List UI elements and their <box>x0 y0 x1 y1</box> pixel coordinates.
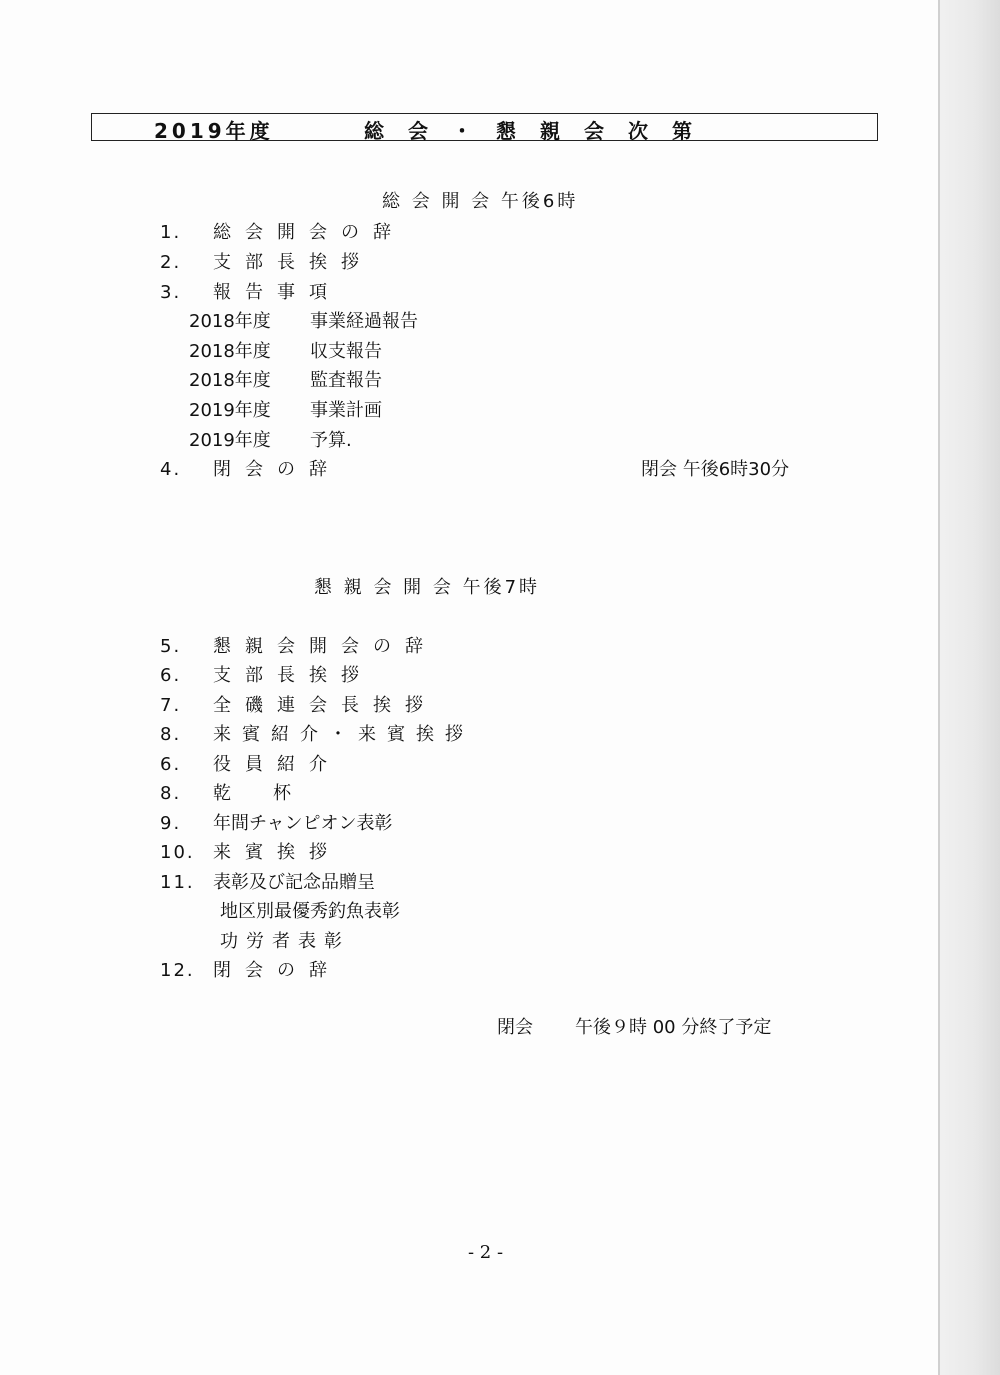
award-sub-item: 地区別最優秀釣魚表彰 <box>220 901 400 922</box>
agenda-item: 乾 杯 <box>213 783 293 804</box>
report-item: 事業経過報告 <box>310 311 418 332</box>
item-number: 6. <box>160 754 182 775</box>
agenda-item: 報告事項 <box>213 282 341 303</box>
report-item: 収支報告 <box>310 341 382 362</box>
item-number: 9. <box>160 813 182 834</box>
agenda-item: 役員紹介 <box>213 754 341 775</box>
item-number: 10. <box>160 842 195 863</box>
page-edge-line <box>938 0 940 1375</box>
item-number: 6. <box>160 665 182 686</box>
item-number: 8. <box>160 783 182 804</box>
page-edge <box>938 0 1000 1375</box>
item-number: 3. <box>160 282 182 303</box>
item-number: 1. <box>160 222 182 243</box>
report-year: 2018年度 <box>189 370 271 391</box>
item-number: 5. <box>160 636 182 657</box>
report-item: 事業計画 <box>310 400 382 421</box>
agenda-item: 閉会の辞 <box>213 459 341 480</box>
agenda-item: 懇親会開会の辞 <box>213 636 437 657</box>
report-year: 2018年度 <box>189 341 271 362</box>
item-number: 7. <box>160 695 182 716</box>
title-year: 2019年度 <box>154 119 274 143</box>
item-number: 11. <box>160 872 195 893</box>
agenda-item: 総会開会の辞 <box>213 222 405 243</box>
general-meeting-heading: 総 会 開 会 午後6時 <box>382 191 579 212</box>
report-year: 2018年度 <box>189 311 271 332</box>
item-number: 4. <box>160 459 182 480</box>
social-closing-time: 午後９時 00 分終了予定 <box>575 1017 772 1038</box>
title-box <box>91 113 878 141</box>
item-number: 8. <box>160 724 182 745</box>
report-year: 2019年度 <box>189 400 271 421</box>
agenda-item: 全磯連会長挨拶 <box>213 695 437 716</box>
agenda-item: 支部長挨拶 <box>213 252 373 273</box>
item-number: 2. <box>160 252 182 273</box>
item-number: 12. <box>160 960 195 981</box>
general-meeting-closing: 閉会 午後6時30分 <box>641 459 790 480</box>
award-sub-item: 功労者表彰 <box>220 931 350 952</box>
social-closing-label: 閉会 <box>497 1017 533 1038</box>
title-main: 総会・懇親会次第 <box>364 119 716 143</box>
report-year: 2019年度 <box>189 430 271 451</box>
agenda-item: 表彰及び記念品贈呈 <box>213 872 375 893</box>
agenda-item: 来賓紹介・来賓挨拶 <box>213 724 474 745</box>
report-item: 監査報告 <box>310 370 382 391</box>
report-item: 予算. <box>310 430 352 451</box>
agenda-item: 支部長挨拶 <box>213 665 373 686</box>
agenda-item: 閉会の辞 <box>213 960 341 981</box>
page-number: - 2 - <box>468 1242 504 1263</box>
agenda-item: 年間チャンピオン表彰 <box>213 813 393 834</box>
social-gathering-heading: 懇 親 会 開 会 午後7時 <box>314 577 541 598</box>
agenda-item: 来賓挨拶 <box>213 842 341 863</box>
